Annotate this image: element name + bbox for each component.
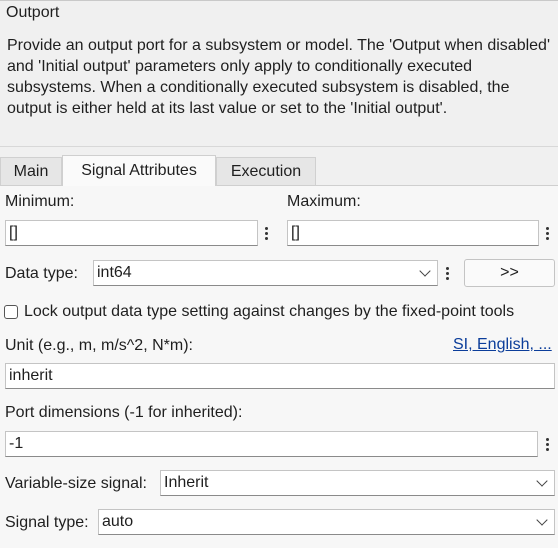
data-type-label: Data type: [5,265,78,282]
minimum-label: Minimum: [5,193,75,210]
data-type-assistant-button[interactable]: >> [464,259,555,287]
tab-execution[interactable]: Execution [216,157,316,185]
unit-input[interactable]: inherit [5,363,555,389]
chevron-down-icon [419,265,430,276]
port-dimensions-input[interactable]: -1 [5,431,538,457]
signal-type-label: Signal type: [5,514,89,531]
tab-main[interactable]: Main [0,157,62,185]
data-type-value: int64 [97,264,132,281]
variable-size-signal-value: Inherit [164,474,209,491]
variable-size-signal-select[interactable] [160,470,555,496]
block-description: Provide an output port for a subsystem or model. The 'Output when disabled' and 'Initial output' parameters only apply to conditionally executed subsystems. When a conditionally executed subsystem is disabled, the output is either held at its last value or set to the 'Initial output'. [7,37,551,117]
minimum-options-icon[interactable] [261,221,271,245]
chevron-down-icon [536,475,547,486]
signal-type-value: auto [102,513,134,530]
maximum-input[interactable]: [] [287,220,539,246]
block-title: Outport [6,4,63,22]
data-type-options-icon[interactable] [442,261,452,285]
tab-signal-attributes[interactable]: Signal Attributes [62,155,216,186]
data-type-select[interactable] [93,260,438,286]
variable-size-signal-label: Variable-size signal: [5,475,147,492]
unit-label: Unit (e.g., m, m/s^2, N*m): [5,337,193,354]
maximum-label: Maximum: [287,193,361,210]
port-dimensions-options-icon[interactable] [542,432,552,456]
lock-data-type-label: Lock output data type setting against changes by the fixed-point tools [24,303,515,320]
signal-type-select[interactable] [98,509,555,535]
minimum-input[interactable]: [] [5,220,258,246]
chevron-down-icon [536,514,547,525]
unit-systems-link[interactable]: SI, English, ... [453,336,552,353]
lock-data-type-checkbox[interactable] [4,305,18,319]
divider [0,146,558,147]
maximum-options-icon[interactable] [542,221,552,245]
port-dimensions-label: Port dimensions (-1 for inherited): [5,404,243,421]
